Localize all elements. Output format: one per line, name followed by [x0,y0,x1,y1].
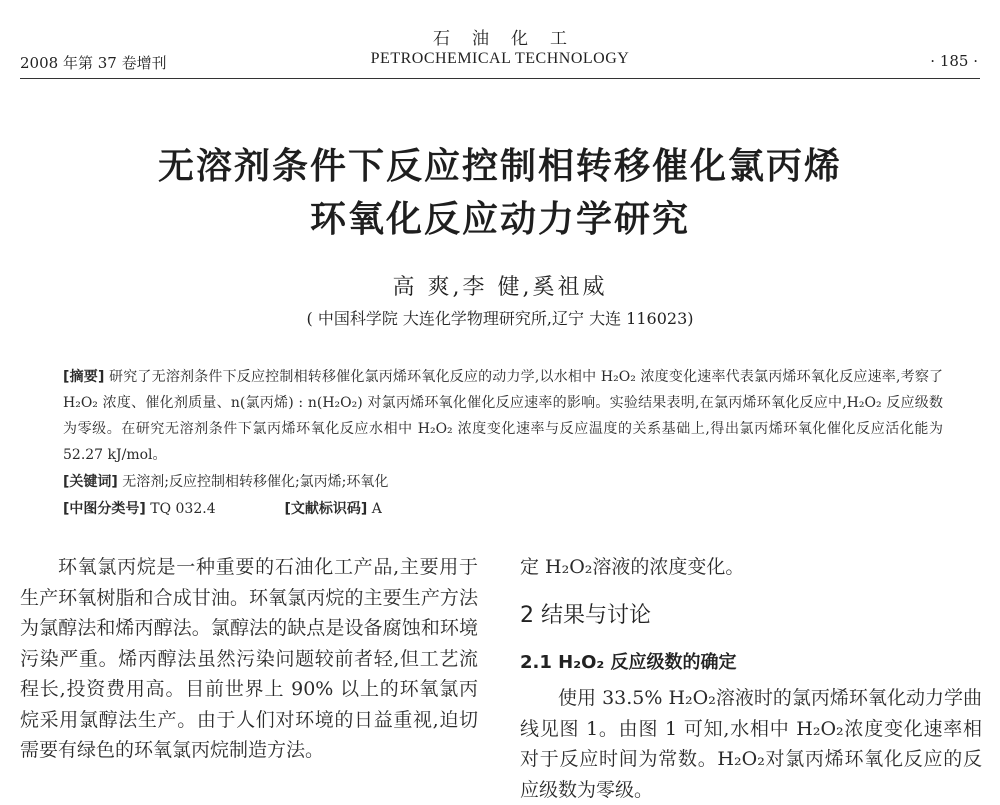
paper-title-line-1: 无溶剂条件下反应控制相转移催化氯丙烯 [157,146,842,187]
results-paragraph: 使用 33.5% H₂O₂溶液时的氯丙烯环氧化动力学曲线见图 1。由图 1 可知,水相中 H₂O₂浓度变化速率相对于反应时间为常数。H₂O₂对氯丙烯环氧化反应的反应级数为零级。 [520,687,982,801]
subsection-heading-2-1: 2.1 H₂O₂ 反应级数的确定 [520,652,737,673]
doc-code-label: [文献标识码] [284,501,368,517]
paper-title-line-2: 环氧化反应动力学研究 [309,199,690,240]
doc-code-value: A [371,501,382,517]
journal-title-cn: 石油化工 [433,29,589,49]
page-header [0,0,1000,80]
classification-line [63,496,943,522]
abstract-text: 研究了无溶剂条件下反应控制相转移催化氯丙烯环氧化反应的动力学,以水相中 H₂O₂ 浓度变化速率代表氯丙烯环氧化反应速率,考察了 H₂O₂ 浓度、催化剂质量、n(氯丙烯) : n(H₂O₂) 对氯丙烯环氧化催化反应速率的影响。实验结果表明,在氯丙烯环氧化反应中,H₂O₂ 反应级数为零级。在研究无溶剂条件下氯丙烯环氧化反应水相中 H₂O₂ 浓度变化速率与反应温度的关系基础上,得出氯丙烯环氧化催化反应活化能为 52.27 kJ/mol。 [63,369,944,463]
clc-label: [中图分类号] [63,501,146,517]
body-right-column [520,683,982,805]
section-heading-2: 2 结果与讨论 [520,603,651,628]
keywords-text: 无溶剂;反应控制相转移催化;氯丙烯;环氧化 [122,474,389,490]
clc-value: TQ 032.4 [150,501,216,517]
header-divider [20,78,980,79]
affiliation: ( 中国科学院 大连化学物理研究所,辽宁 大连 116023) [306,309,694,328]
abstract-label: [摘要] [63,369,105,385]
issue-info: 2008 年第 37 卷增刊 [20,54,167,72]
page-number: · 185 · [930,52,978,70]
intro-paragraph: 环氧氯丙烷是一种重要的石油化工产品,主要用于生产环氧树脂和合成甘油。环氧氯丙烷的主要生产方法为氯醇法和烯丙醇法。氯醇法的缺点是设备腐蚀和环境污染严重。烯丙醇法虽然污染问题较前者轻,但工艺流程长,投资费用高。目前世界上 90% 以上的环氧氯丙烷采用氯醇法生产。由于人们对环境的日益重视,迫切需要有绿色的环氧氯丙烷制造方法。 [20,556,478,761]
keywords [63,469,943,495]
abstract [63,364,943,468]
body-left-column [20,552,478,766]
body-right-continuation: 定 H₂O₂溶液的浓度变化。 [520,556,745,578]
journal-title-en: PETROCHEMICAL TECHNOLOGY [370,50,630,67]
keywords-label: [关键词] [63,474,118,490]
author-list: 高 爽,李 健,奚祖威 [392,275,608,300]
